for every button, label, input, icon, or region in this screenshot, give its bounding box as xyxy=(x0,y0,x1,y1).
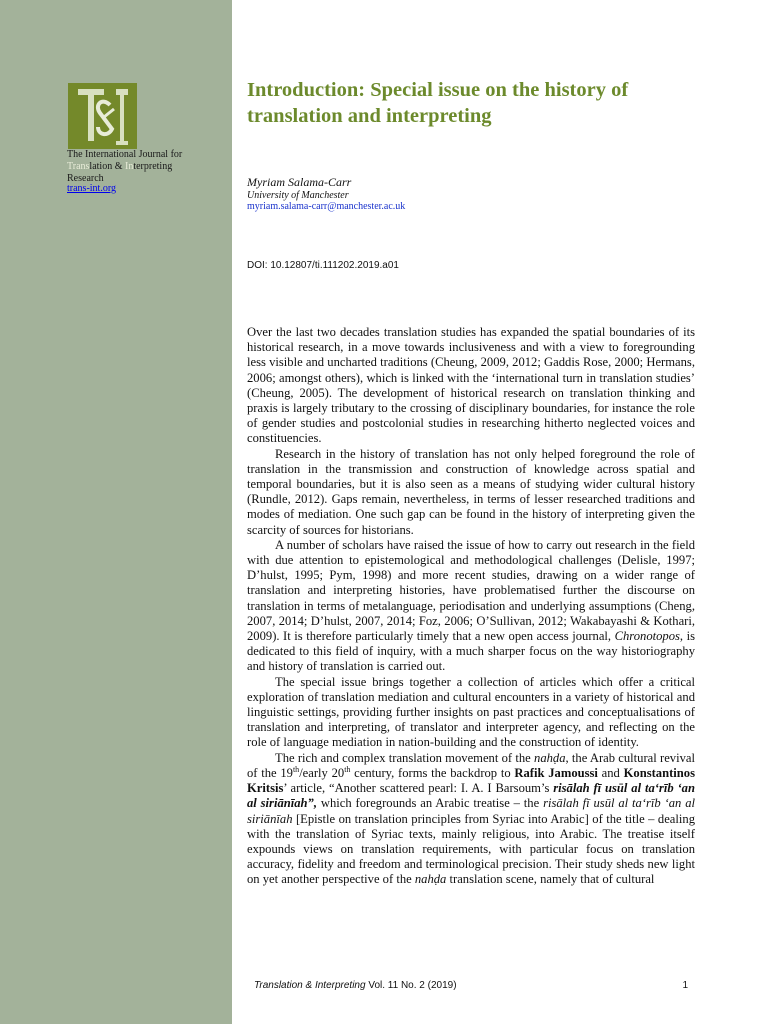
footer-volume: Vol. 11 No. 2 (2019) xyxy=(368,980,457,991)
journal-website-link[interactable]: trans-int.org xyxy=(67,183,116,194)
author-name: Myriam Salama-Carr xyxy=(247,175,352,189)
author-email[interactable]: myriam.salama-carr@manchester.ac.uk xyxy=(247,201,406,212)
article-title: Introduction: Special issue on the history of translation and interpreting xyxy=(247,79,629,127)
footer-journal: Translation & Interpreting xyxy=(254,980,366,991)
ti-logo-icon xyxy=(68,83,137,149)
journal-logo xyxy=(68,83,137,149)
sidebar xyxy=(0,0,232,1024)
paragraph-5: The rich and complex translation movement of the nahḍa, the Arab cultural revival of the 19th/early 20th century, forms the backdrop to Rafik Jamoussi and Konstantinos Kritsis’ article, “Another scattered pearl: I. A. I Barsoum’s risālah fī usūl al taʻrīb ʻan al siriānīah”, which foregrounds an Arabic treatise – the risālah fī usūl al taʻrīb ʻan al siriānīah [Epistle on translation principles from Syriac into Arabic] of the title – dealing with the translation of Syriac texts, mainly religious, into Arabic. The treatise itself expounds views on translation requirements, with particular focus on translation accuracy, fidelity and freedom and terminological precision. Their study sheds new light on yet another perspective of the nahḍa translation scene, namely that of cultural xyxy=(247,750,696,887)
journal-name-line1: The International Journal for xyxy=(67,149,183,160)
paragraph-1: Over the last two decades translation studies has expanded the spatial boundaries of its historical research, in a move towards inclusiveness and with a view to foregrounding less visible and uncharted traditions (Cheung, 2009, 2012; Gaddis Rose, 2000; Hermans, 2006; amongst others), which is linked with the ‘international turn in translation studies’ (Cheung, 2005). The development of historical research on translation thinking and praxis is largely tributary to the crossing of disciplinary boundaries, for instance the role of gender studies and postcolonial studies in researching hitherto neglected voices and constituencies. xyxy=(247,325,695,446)
journal-name xyxy=(67,149,217,185)
paragraph-4: The special issue brings together a collection of articles which offer a critical exploration of translation mediation and cultural encounters in a variety of historical and linguistic settings, providing further insights on past practices and conceptualisations of translation and interpreting, of translator and interpreter agency, and reflecting on the role of language mediation in nation-building and the construction of identity. xyxy=(247,674,695,750)
paragraph-2: Research in the history of translation has not only helped foreground the role of translation in the transmission and construction of knowledge across spatial and temporal boundaries, but it is also seen as a means of studying wider cultural history (Rundle, 2012). Gaps remain, nevertheless, in terms of lesser researched traditions and modes of mediation. One such gap can be found in the history of interpreting given the scarcity of sources for historians. xyxy=(247,446,695,537)
page-number: 1 xyxy=(682,980,688,991)
author-affiliation: University of Manchester xyxy=(247,190,349,201)
journal-name-line2: Translation & Interpreting xyxy=(67,161,173,172)
journal-name-line3: Research xyxy=(67,173,104,184)
article-body xyxy=(247,325,695,888)
doi: DOI: 10.12807/ti.111202.2019.a01 xyxy=(247,260,399,271)
page-footer xyxy=(254,980,694,991)
paragraph-3: A number of scholars have raised the issue of how to carry out research in the field with due attention to epistemological and methodological challenges (Delisle, 1997; D’hulst, 1995; Pym, 1998) and more recent studies, drawing on a wider range of translation and interpreting histories, have problematised further the discourse on translation in terms of metalanguage, periodisation and underlying assumptions (Cheng, 2007, 2014; D’hulst, 2007, 2014; Foz, 2006; O’Sullivan, 2012; Wakabayashi & Kothari, 2009). It is therefore particularly timely that a new open access journal, Chronotopos, is dedicated to this field of inquiry, with a much sharper focus on the way historiography and history of translation is carried out. xyxy=(247,537,696,674)
